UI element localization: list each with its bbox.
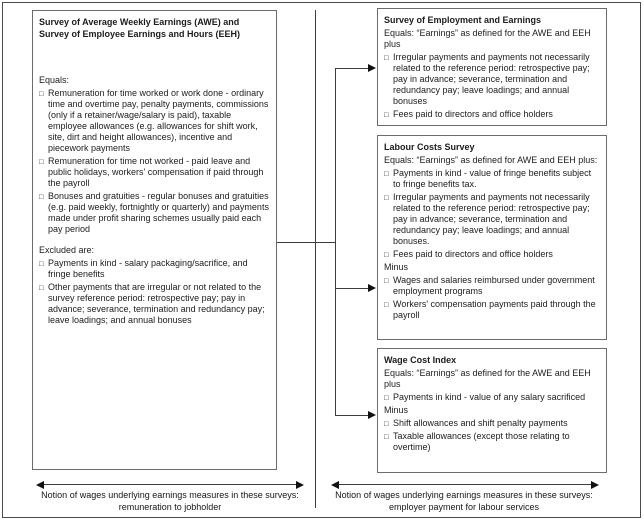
bullet-text: Wages and salaries reimbursed under government employment programs	[393, 275, 595, 296]
square-bullet-icon: □	[384, 169, 389, 178]
square-bullet-icon: □	[384, 193, 389, 202]
bullet-item	[39, 156, 270, 189]
bullet-item	[39, 191, 270, 235]
bottom-right-caption	[314, 489, 614, 513]
double-arrow-line	[337, 484, 593, 485]
bullet-item	[384, 275, 600, 297]
bullet-text: Workers' compensation payments paid through the payroll	[393, 299, 596, 320]
square-bullet-icon: □	[39, 89, 44, 98]
left-arrowhead-icon	[331, 481, 339, 489]
bottom-left-caption	[18, 489, 322, 513]
bullet-item	[39, 88, 270, 154]
label-line: Equals:	[39, 75, 70, 85]
arrowhead-to-see-box-icon	[368, 64, 376, 72]
bullet-text: Payments in kind - value of fringe benefits subject to fringe benefits tax.	[393, 168, 592, 189]
bullet-text: Payments in kind - salary packaging/sacrifice, and fringe benefits	[48, 258, 248, 279]
square-bullet-icon: □	[384, 53, 389, 62]
connector-to-see-box	[335, 68, 369, 69]
square-bullet-icon: □	[384, 300, 389, 309]
see-box-title: Survey of Employment and Earnings	[384, 15, 542, 25]
square-bullet-icon: □	[384, 432, 389, 441]
square-bullet-icon: □	[384, 419, 389, 428]
bullet-text: Bonuses and gratuities - regular bonuses and gratuities (e.g. paid weekly, fortnightly or quarterly) and payments made under profit sharing schemes usually paid each pay period	[48, 191, 269, 234]
see-box-items	[384, 28, 600, 120]
square-bullet-icon: □	[384, 110, 389, 119]
label-line: Equals: “Earnings” as defined for the AWE and EEH plus	[384, 368, 591, 389]
bullet-item	[384, 418, 600, 429]
wci-box-items	[384, 368, 600, 453]
label-line: Excluded are:	[39, 245, 95, 255]
bullet-text: Remuneration for time not worked - paid leave and public holidays, workers' compensation if paid through the payroll	[48, 156, 264, 188]
bullet-text: Remuneration for time worked or work done - ordinary time and overtime pay, penalty payments, commissions (only if a retainer/wage/salary is paid), taxable employee allowances (e.g. allowances for shift work, site, dirt and height allowances), incentive and piecework payments	[48, 88, 269, 153]
arrowhead-to-wci-box-icon	[368, 411, 376, 419]
column-divider-line	[315, 10, 316, 508]
square-bullet-icon: □	[39, 157, 44, 166]
bullet-text: Fees paid to directors and office holders	[393, 249, 553, 259]
connector-trunk-line	[335, 68, 336, 416]
bullet-text: Fees paid to directors and office holders	[393, 109, 553, 119]
bullet-text: Irregular payments and payments not necessarily related to the reference period: retrospective pay; pay in advance; severance, termination and redundancy pay; leave loadings; and annual bonuses.	[393, 192, 590, 246]
bottom-right-caption-line1: Notion of wages underlying earnings measures in these surveys:	[335, 490, 593, 500]
bottom-right-caption-line2: employer payment for labour services	[388, 502, 540, 512]
square-bullet-icon: □	[384, 276, 389, 285]
survey-employment-earnings-box	[377, 8, 607, 126]
awe-eeh-box-title: Survey of Average Weekly Earnings (AWE) and Survey of Employee Earnings and Hours (EEH)	[39, 17, 241, 39]
connector-to-wci-box	[335, 415, 369, 416]
connector-to-lcs-box	[335, 288, 369, 289]
label-line: Minus	[384, 405, 409, 415]
awe-eeh-survey-box	[32, 10, 277, 470]
bullet-text: Taxable allowances (except those relating to overtime)	[393, 431, 570, 452]
bullet-item	[384, 299, 600, 321]
label-line: Equals: “Earnings” as defined for AWE and EEH plus:	[384, 155, 598, 165]
bullet-text: Payments in kind - value of any salary sacrificed	[393, 392, 586, 402]
bullet-text: Other payments that are irregular or not related to the survey reference period: retrospective pay; pay in advance; severance, termination and redundancy pay; leave loadings; and annual bonuses	[48, 282, 265, 325]
arrowhead-to-lcs-box-icon	[368, 284, 376, 292]
bullet-item	[39, 258, 270, 280]
labour-costs-survey-box	[377, 135, 607, 340]
bullet-item	[384, 249, 600, 260]
bullet-item	[384, 392, 600, 403]
bottom-left-caption-line2: remuneration to jobholder	[118, 502, 222, 512]
bullet-item	[384, 192, 600, 247]
lcs-box-items	[384, 155, 600, 321]
bullet-item	[384, 52, 600, 107]
left-arrowhead-icon	[36, 481, 44, 489]
bullet-item	[39, 282, 270, 326]
square-bullet-icon: □	[384, 393, 389, 402]
awe-eeh-box-items	[39, 75, 270, 326]
bottom-left-caption-line1: Notion of wages underlying earnings measures in these surveys:	[41, 490, 299, 500]
connector-from-left-box	[277, 242, 335, 243]
bullet-text: Shift allowances and shift penalty payments	[393, 418, 568, 428]
square-bullet-icon: □	[39, 259, 44, 268]
wci-box-title: Wage Cost Index	[384, 355, 457, 365]
wage-cost-index-box	[377, 348, 607, 473]
square-bullet-icon: □	[39, 283, 44, 292]
right-arrowhead-icon	[591, 481, 599, 489]
label-line: Minus	[384, 262, 409, 272]
bullet-item	[384, 109, 600, 120]
bullet-text: Irregular payments and payments not necessarily related to the reference period: retrospective pay; pay in advance; severance, termination and redundancy pay; leave loadings; and annual bonuses	[393, 52, 590, 106]
bullet-item	[384, 168, 600, 190]
bullet-item	[384, 431, 600, 453]
label-line: Equals: “Earnings” as defined for the AWE and EEH plus	[384, 28, 591, 49]
lcs-box-title: Labour Costs Survey	[384, 142, 475, 152]
square-bullet-icon: □	[39, 192, 44, 201]
double-arrow-line	[42, 484, 298, 485]
right-arrowhead-icon	[296, 481, 304, 489]
square-bullet-icon: □	[384, 250, 389, 259]
